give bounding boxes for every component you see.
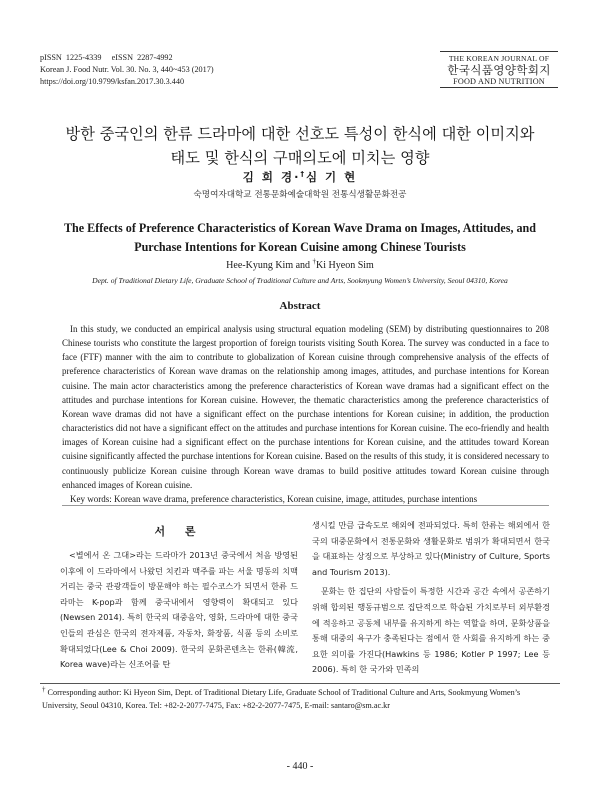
citation-line: Korean J. Food Nutr. Vol. 30. No. 3, 440~453 (2017) (40, 65, 214, 74)
abstract-heading: Abstract (279, 300, 321, 312)
korean-title-line-1: 방한 중국인의 한류 드라마에 대한 선호도 특성이 한식에 대한 이미지와 (65, 125, 535, 143)
abstract-block (62, 322, 549, 506)
citation-block (40, 52, 214, 88)
author-ko-separator: · (294, 170, 301, 184)
abstract-divider (62, 505, 549, 506)
english-title-line-2: Purchase Intentions for Korean Cuisine among Chinese Tourists (134, 240, 466, 254)
korean-title (20, 122, 580, 170)
right-column (312, 518, 550, 678)
section-heading-introduction: 서 론 (154, 525, 204, 538)
keywords: Key words: Korean wave drama, preference characteristics, Korean cuisine, image, attitudes, purchase intentions (70, 493, 478, 504)
footnote-rule (40, 683, 560, 684)
journal-name-ko: 한국식품영양학회지 (447, 63, 551, 77)
korean-title-line-2: 태도 및 한식의 구매의도에 미치는 영향 (170, 149, 430, 167)
english-title-line-1: The Effects of Preference Characteristics of Korean Wave Drama on Images, Attitudes, and (63, 221, 537, 235)
left-column (60, 525, 298, 673)
english-authors (0, 257, 600, 271)
footnote (42, 686, 557, 712)
journal-logo (440, 51, 558, 88)
page-number: - 440 - (286, 761, 314, 772)
journal-bottom-rule (440, 87, 558, 88)
korean-authors (0, 169, 600, 185)
author-ko-1: 김 희 경 (242, 170, 295, 184)
intro-paragraph-2: 문화는 한 집단의 사람들이 특정한 시간과 공간 속에서 공존하기 위해 합의된 행동규범으로 집단적으로 학습된 가치로부터 외부환경에 적응하고 공동체 내부를 유지하게 하는 역할을 하며, 문화상품을 통해 대중의 욕구가 충족된다는 점에서 한 사회를 유지하게 하는 중요한 의미를 가진다(Hawkins 등 1986; Kotler P 1997; Lee 등 2006). 특히 한 국가와 민족의 (312, 586, 550, 675)
corresponding-mark-ko: † (300, 170, 306, 179)
author-en-1: Hee-Kyung Kim and (226, 260, 313, 271)
footnote-mark: † (42, 685, 46, 694)
english-title (40, 219, 560, 257)
author-en-2: Ki Hyeon Sim (316, 260, 374, 271)
journal-name-en-bottom: FOOD AND NUTRITION (453, 77, 545, 86)
corresponding-mark-en: † (312, 257, 317, 266)
journal-name-en-top: THE KOREAN JOURNAL OF (448, 54, 550, 63)
abstract-body: In this study, we conducted an empirical analysis using structural equation modeling (SEM) by distributing questionnaires to 208 Chinese tourists who constitute the largest proportion of foreign tourists visiting South Korea. The survey was conducted in a face to face (FTF) manner with the aim to contribute to globalization of Korean cuisine through comprehensive analysis of the effects of preference characteristics of Korean wave dramas on the relationship among images, attitudes, and purchase intentions for Korean cuisine. The main actor characteristics among the preference characteristics of Korean wave dramas had a significant effect on the attitudes and purchase intentions for Korean cuisine. However, the thematic characteristics among the preference characteristics of Korean wave dramas did not have a significant effect on the purchase intentions for Korean cuisine; in addition, the production characteristics did not have a significant effect on the attitudes and purchase intentions for Korean cuisine. The eco-friendly and health images of Korean cuisine had a significant effect on the purchase intentions for Korean cuisine, and the attitudes toward Korean cuisine significantly affected the purchase intentions for Korean cuisine. Based on the results of this study, it is considered necessary to continuously publicize Korean cuisine through Korean wave dramas to build positive attitudes toward Korean cuisine through enhanced images of Korean cuisine. (62, 324, 549, 490)
footnote-text: Corresponding author: Ki Hyeon Sim, Dept. of Traditional Dietary Life, Graduate School of Traditional Culture and Arts, Sookmyung Women’s University, Seoul 04310, Korea. Tel: +82-2-2077-7475, Fax: +82-2-2077-7475, E-mail: santaro@sm.ac.kr (42, 688, 521, 710)
intro-paragraph-1-continued: 생시킬 만큼 급속도로 해외에 전파되었다. 특히 한류는 해외에서 한국의 대중문화에서 전통문화와 생활문화로 범위가 확대되면서 한국을 대표하는 상징으로 부상하고 있다(Ministry of Culture, Sports and Tourism 2013). (312, 520, 550, 577)
intro-paragraph-1: <별에서 온 그대>라는 드라마가 2013년 중국에서 처음 방영된 이후에 이 드라마에서 나왔던 치킨과 맥주를 파는 서울 명동의 치맥거리는 중국 관광객들이 방문해야 하는 필수코스가 되면서 한류 드라마는 K-pop과 함께 중국내에서 영향력이 확대되고 있다(Newsen 2014). 특히 한국의 대중음악, 영화, 드라마에 대한 중국인들의 관심은 한국의 전자제품, 자동차, 화장품, 식품 등의 소비로 확대되었다(Lee & Choi 2009). 한국의 문화콘텐츠는 한류(韓流, Korea wave)라는 신조어를 탄 (60, 550, 298, 670)
issn-line: pISSN 1225-4339 eISSN 2287-4992 (40, 53, 173, 62)
english-affiliation: Dept. of Traditional Dietary Life, Graduate School of Traditional Culture and Arts, Sookmyung Women’s University, Seoul 04310, Korea (92, 276, 508, 285)
korean-affiliation: 숙명여자대학교 전통문화예술대학원 전통식생활문화전공 (193, 190, 407, 200)
author-ko-2: 심 기 현 (305, 170, 358, 184)
doi-link[interactable]: https://doi.org/10.9799/ksfan.2017.30.3.440 (40, 77, 185, 86)
